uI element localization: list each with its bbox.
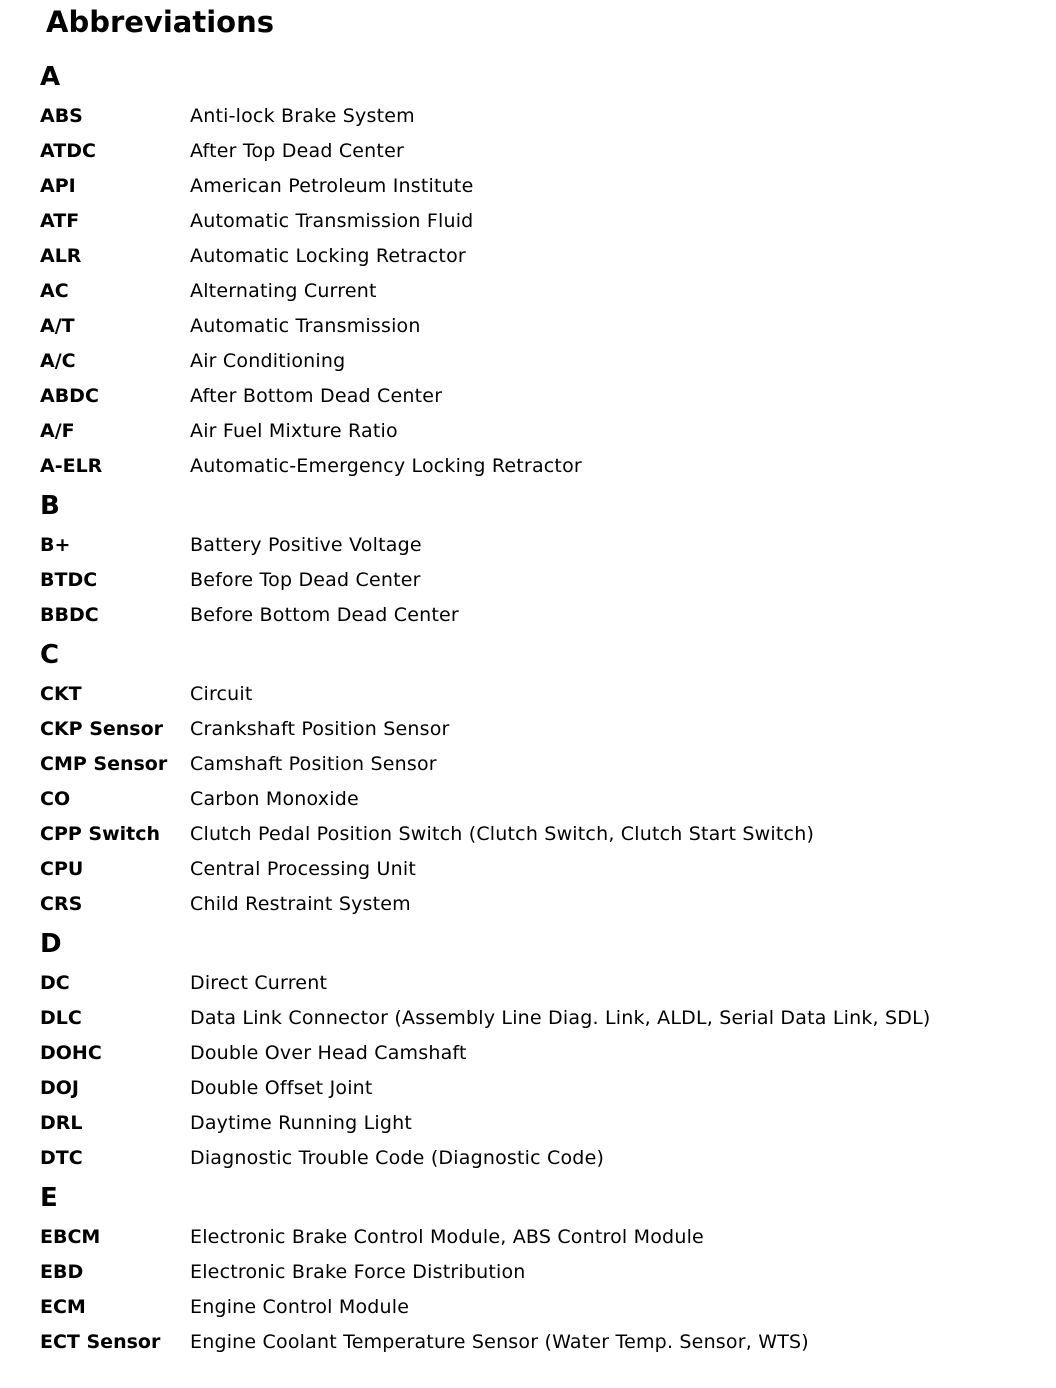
abbreviation-term: ALR — [40, 245, 82, 267]
abbreviation-term: ABS — [40, 105, 83, 127]
page-title: Abbreviations — [46, 5, 274, 39]
abbreviation-term: EBD — [40, 1261, 84, 1283]
abbreviation-row — [0, 565, 1056, 595]
abbreviation-meaning: Carbon Monoxide — [190, 788, 359, 810]
abbreviation-term: DTC — [40, 1147, 83, 1169]
abbreviation-meaning: After Top Dead Center — [190, 140, 404, 162]
abbreviation-row — [0, 854, 1056, 884]
abbreviation-term: A/F — [40, 420, 75, 442]
abbreviation-row — [0, 416, 1056, 446]
abbreviation-meaning: Air Fuel Mixture Ratio — [190, 420, 398, 442]
abbreviation-meaning: Automatic Transmission — [190, 315, 421, 337]
abbreviation-term: A/C — [40, 350, 76, 372]
abbreviation-row — [0, 889, 1056, 919]
abbreviation-term: A-ELR — [40, 455, 103, 477]
abbreviation-term: DLC — [40, 1007, 82, 1029]
abbreviation-row — [0, 1222, 1056, 1252]
abbreviation-term: CPU — [40, 858, 84, 880]
abbreviation-meaning: Double Over Head Camshaft — [190, 1042, 467, 1064]
abbreviation-term: AC — [40, 280, 69, 302]
abbreviation-meaning: American Petroleum Institute — [190, 175, 474, 197]
abbreviation-row — [0, 346, 1056, 376]
abbreviation-term: ABDC — [40, 385, 99, 407]
abbreviation-meaning: Electronic Brake Force Distribution — [190, 1261, 526, 1283]
abbreviation-term: ECT Sensor — [40, 1331, 161, 1353]
abbreviation-row — [0, 1257, 1056, 1287]
abbreviation-row — [0, 819, 1056, 849]
abbreviation-term: BTDC — [40, 569, 98, 591]
abbreviation-row — [0, 1327, 1056, 1357]
abbreviation-row — [0, 530, 1056, 560]
abbreviation-term: DC — [40, 972, 70, 994]
abbreviation-term: CKT — [40, 683, 82, 705]
abbreviation-row — [0, 311, 1056, 341]
abbreviation-term: CMP Sensor — [40, 753, 168, 775]
abbreviation-meaning: Circuit — [190, 683, 253, 705]
abbreviation-term: API — [40, 175, 76, 197]
abbreviation-row — [0, 679, 1056, 709]
abbreviation-row — [0, 136, 1056, 166]
abbreviation-term: ATDC — [40, 140, 96, 162]
abbreviation-meaning: Electronic Brake Control Module, ABS Control Module — [190, 1226, 704, 1248]
abbreviation-row — [0, 1292, 1056, 1322]
abbreviation-row — [0, 784, 1056, 814]
section-heading: A — [40, 62, 61, 92]
abbreviation-row — [0, 1038, 1056, 1068]
abbreviation-term: A/T — [40, 315, 75, 337]
abbreviation-meaning: Automatic-Emergency Locking Retractor — [190, 455, 582, 477]
abbreviation-meaning: Automatic Locking Retractor — [190, 245, 466, 267]
abbreviation-row — [0, 171, 1056, 201]
abbreviation-term: CPP Switch — [40, 823, 161, 845]
abbreviation-meaning: Battery Positive Voltage — [190, 534, 422, 556]
abbreviation-row — [0, 276, 1056, 306]
abbreviation-meaning: After Bottom Dead Center — [190, 385, 443, 407]
abbreviation-term: BBDC — [40, 604, 99, 626]
abbreviation-meaning: Camshaft Position Sensor — [190, 753, 437, 775]
abbreviation-meaning: Central Processing Unit — [190, 858, 416, 880]
abbreviation-meaning: Double Offset Joint — [190, 1077, 373, 1099]
abbreviation-meaning: Before Bottom Dead Center — [190, 604, 459, 626]
abbreviation-meaning: Daytime Running Light — [190, 1112, 412, 1134]
abbreviation-meaning: Alternating Current — [190, 280, 377, 302]
section-heading: B — [40, 491, 60, 521]
abbreviation-term: CRS — [40, 893, 83, 915]
abbreviation-meaning: Diagnostic Trouble Code (Diagnostic Code) — [190, 1147, 605, 1169]
section-heading: C — [40, 640, 60, 670]
abbreviation-row — [0, 1073, 1056, 1103]
abbreviation-row — [0, 206, 1056, 236]
section-heading: D — [40, 929, 62, 959]
abbreviation-row — [0, 241, 1056, 271]
abbreviation-row — [0, 968, 1056, 998]
abbreviation-row — [0, 1143, 1056, 1173]
abbreviation-row — [0, 1108, 1056, 1138]
abbreviation-row — [0, 381, 1056, 411]
abbreviation-meaning: Before Top Dead Center — [190, 569, 421, 591]
abbreviation-meaning: Crankshaft Position Sensor — [190, 718, 450, 740]
abbreviation-term: EBCM — [40, 1226, 101, 1248]
abbreviation-term: B+ — [40, 534, 71, 556]
abbreviation-meaning: Data Link Connector (Assembly Line Diag. Link, ALDL, Serial Data Link, SDL) — [190, 1007, 931, 1029]
abbreviation-row — [0, 714, 1056, 744]
abbreviation-term: CKP Sensor — [40, 718, 164, 740]
abbreviation-row — [0, 101, 1056, 131]
abbreviation-term: CO — [40, 788, 71, 810]
abbreviation-term: ATF — [40, 210, 80, 232]
abbreviation-meaning: Clutch Pedal Position Switch (Clutch Switch, Clutch Start Switch) — [190, 823, 815, 845]
abbreviation-term: DRL — [40, 1112, 83, 1134]
abbreviation-meaning: Engine Control Module — [190, 1296, 410, 1318]
abbreviation-meaning: Automatic Transmission Fluid — [190, 210, 474, 232]
abbreviation-meaning: Anti-lock Brake System — [190, 105, 415, 127]
abbreviation-row — [0, 600, 1056, 630]
abbreviation-term: DOHC — [40, 1042, 102, 1064]
abbreviation-row — [0, 1003, 1056, 1033]
abbreviation-row — [0, 749, 1056, 779]
abbreviation-meaning: Direct Current — [190, 972, 328, 994]
abbreviation-meaning: Child Restraint System — [190, 893, 411, 915]
abbreviation-meaning: Air Conditioning — [190, 350, 346, 372]
abbreviation-meaning: Engine Coolant Temperature Sensor (Water Temp. Sensor, WTS) — [190, 1331, 809, 1353]
abbreviation-term: DOJ — [40, 1077, 79, 1099]
abbreviation-term: ECM — [40, 1296, 86, 1318]
abbreviation-row — [0, 451, 1056, 481]
section-heading: E — [40, 1183, 58, 1213]
